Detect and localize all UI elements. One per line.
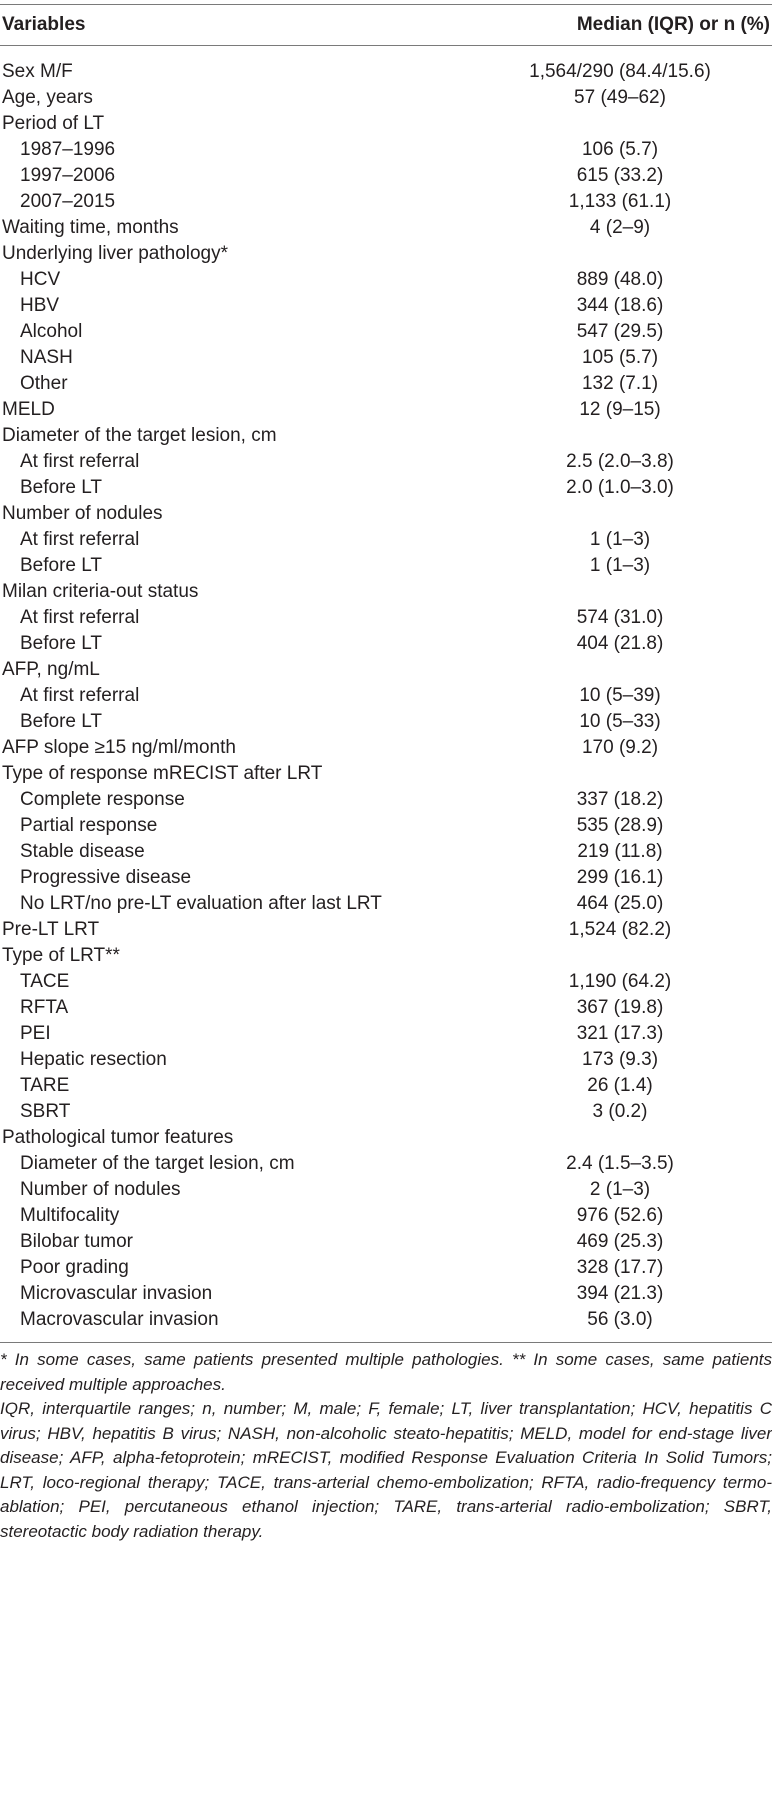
row-label: AFP, ng/mL bbox=[2, 659, 100, 680]
row-value: 367 (19.8) bbox=[576, 997, 664, 1018]
row-label: Pathological tumor features bbox=[2, 1127, 234, 1148]
row-label: Poor grading bbox=[20, 1257, 129, 1278]
table-row bbox=[0, 631, 772, 657]
table-row bbox=[0, 735, 772, 761]
table-row bbox=[0, 995, 772, 1021]
row-label: Stable disease bbox=[20, 841, 145, 862]
table-row bbox=[0, 267, 772, 293]
table-row bbox=[0, 1255, 772, 1281]
table-row bbox=[0, 865, 772, 891]
row-value: 889 (48.0) bbox=[576, 269, 664, 290]
footnote-abbreviations: IQR, interquartile ranges; n, number; M, male; F, female; LT, liver transplantation; HCV, hepatitis C virus; HBV, hepatitis B virus; NASH, non-alcoholic steato-hepatitis; MELD, model for end-stage liver disease; AFP, alpha-fetoprotein; mRECIST, modified Response Evaluation Criteria In Solid Tumors; LRT, loco-regional therapy; TACE, trans-arterial chemo-embolization; RFTA, radio-frequency termo-ablation; PEI, percutaneous ethanol injection; TARE, trans-arterial radio-embolization; SBRT, stereotactic body radiation therapy. bbox=[0, 1399, 772, 1541]
row-label: At first referral bbox=[20, 529, 140, 550]
row-label: Bilobar tumor bbox=[20, 1231, 133, 1252]
table-row bbox=[0, 1151, 772, 1177]
row-value: 3 (0.2) bbox=[592, 1101, 648, 1122]
row-value: 173 (9.3) bbox=[581, 1049, 659, 1070]
bottom-rule bbox=[0, 1342, 772, 1343]
row-label: HBV bbox=[20, 295, 60, 316]
row-value: 535 (28.9) bbox=[576, 815, 664, 836]
table-row bbox=[0, 241, 772, 267]
row-value: 976 (52.6) bbox=[576, 1205, 664, 1226]
table-row bbox=[0, 579, 772, 605]
row-label: SBRT bbox=[20, 1101, 71, 1122]
table-row bbox=[0, 1125, 772, 1151]
row-label: Period of LT bbox=[2, 113, 105, 134]
row-label: Before LT bbox=[20, 711, 103, 732]
table-row bbox=[0, 293, 772, 319]
row-value: 170 (9.2) bbox=[581, 737, 659, 758]
table-row bbox=[0, 449, 772, 475]
table-row bbox=[0, 1099, 772, 1125]
footnote-markers: * In some cases, same patients presented multiple pathologies. ** In some cases, same patients received multiple approaches. bbox=[0, 1350, 772, 1394]
table-footnotes bbox=[0, 1348, 772, 1544]
table-row bbox=[0, 59, 772, 85]
row-value: 1 (1–3) bbox=[589, 555, 651, 576]
table-row bbox=[0, 423, 772, 449]
row-label: Multifocality bbox=[20, 1205, 120, 1226]
row-value: 12 (9–15) bbox=[579, 399, 661, 420]
row-label: HCV bbox=[20, 269, 61, 290]
table-row bbox=[0, 1177, 772, 1203]
row-label: Number of nodules bbox=[2, 503, 163, 524]
row-value: 337 (18.2) bbox=[576, 789, 664, 810]
table-row bbox=[0, 501, 772, 527]
table-row bbox=[0, 85, 772, 111]
table-row bbox=[0, 605, 772, 631]
row-label: TACE bbox=[20, 971, 70, 992]
row-label: Alcohol bbox=[20, 321, 83, 342]
row-label: Number of nodules bbox=[20, 1179, 181, 1200]
table-row bbox=[0, 1281, 772, 1307]
table-row bbox=[0, 839, 772, 865]
table-row bbox=[0, 813, 772, 839]
row-label: 2007–2015 bbox=[20, 191, 116, 212]
row-value: 404 (21.8) bbox=[576, 633, 664, 654]
table-row bbox=[0, 943, 772, 969]
row-label: MELD bbox=[2, 399, 55, 420]
row-value: 1,190 (64.2) bbox=[568, 971, 672, 992]
row-label: At first referral bbox=[20, 451, 140, 472]
table-row bbox=[0, 163, 772, 189]
row-label: NASH bbox=[20, 347, 73, 368]
table-row bbox=[0, 761, 772, 787]
table-row bbox=[0, 1307, 772, 1333]
table-row bbox=[0, 917, 772, 943]
row-value: 328 (17.7) bbox=[576, 1257, 664, 1278]
row-value: 4 (2–9) bbox=[589, 217, 651, 238]
row-value: 2.0 (1.0–3.0) bbox=[566, 477, 674, 498]
row-label: Complete response bbox=[20, 789, 185, 810]
row-value: 2 (1–3) bbox=[589, 1179, 651, 1200]
row-value: 2.4 (1.5–3.5) bbox=[566, 1153, 674, 1174]
table-row bbox=[0, 527, 772, 553]
row-label: At first referral bbox=[20, 607, 140, 628]
row-label: Pre-LT LRT bbox=[2, 919, 100, 940]
row-label: 1997–2006 bbox=[20, 165, 116, 186]
row-label: Diameter of the target lesion, cm bbox=[20, 1153, 295, 1174]
table-row bbox=[0, 1229, 772, 1255]
header-rule bbox=[0, 45, 772, 46]
row-label: Other bbox=[20, 373, 68, 394]
table-row bbox=[0, 1203, 772, 1229]
row-value: 574 (31.0) bbox=[576, 607, 664, 628]
row-label: Macrovascular invasion bbox=[20, 1309, 219, 1330]
row-value: 469 (25.3) bbox=[576, 1231, 664, 1252]
row-label: Before LT bbox=[20, 477, 103, 498]
row-label: Progressive disease bbox=[20, 867, 192, 888]
row-value: 132 (7.1) bbox=[581, 373, 659, 394]
row-label: PEI bbox=[20, 1023, 51, 1044]
row-value: 10 (5–39) bbox=[579, 685, 661, 706]
table-row bbox=[0, 189, 772, 215]
table-row bbox=[0, 1073, 772, 1099]
row-value: 219 (11.8) bbox=[577, 841, 663, 862]
row-value: 464 (25.0) bbox=[576, 893, 664, 914]
row-value: 394 (21.3) bbox=[576, 1283, 664, 1304]
row-value: 615 (33.2) bbox=[576, 165, 664, 186]
table-row bbox=[0, 1021, 772, 1047]
table-row bbox=[0, 475, 772, 501]
row-label: Microvascular invasion bbox=[20, 1283, 213, 1304]
row-label: Type of LRT** bbox=[2, 945, 120, 966]
table-row bbox=[0, 683, 772, 709]
row-value: 299 (16.1) bbox=[576, 867, 664, 888]
table-row bbox=[0, 553, 772, 579]
row-value: 57 (49–62) bbox=[574, 87, 666, 108]
row-label: Type of response mRECIST after LRT bbox=[2, 763, 323, 784]
table-row bbox=[0, 371, 772, 397]
row-value: 10 (5–33) bbox=[579, 711, 661, 732]
row-value: 1 (1–3) bbox=[589, 529, 651, 550]
row-label: At first referral bbox=[20, 685, 140, 706]
row-value: 321 (17.3) bbox=[576, 1023, 664, 1044]
table-row bbox=[0, 657, 772, 683]
row-label: Waiting time, months bbox=[2, 217, 179, 238]
row-value: 1,524 (82.2) bbox=[568, 919, 672, 940]
table-row bbox=[0, 969, 772, 995]
table-row bbox=[0, 397, 772, 423]
row-value: 1,564/290 (84.4/15.6) bbox=[529, 61, 711, 82]
table-row bbox=[0, 111, 772, 137]
row-value: 547 (29.5) bbox=[576, 321, 664, 342]
row-label: No LRT/no pre-LT evaluation after last LRT bbox=[20, 893, 382, 914]
table-row bbox=[0, 1047, 772, 1073]
row-label: TARE bbox=[20, 1075, 70, 1096]
row-label: Diameter of the target lesion, cm bbox=[2, 425, 277, 446]
row-value: 56 (3.0) bbox=[587, 1309, 653, 1330]
table-row bbox=[0, 709, 772, 735]
row-label: RFTA bbox=[20, 997, 69, 1018]
row-label: Sex M/F bbox=[2, 61, 73, 82]
row-value: 344 (18.6) bbox=[576, 295, 664, 316]
table-row bbox=[0, 345, 772, 371]
row-label: Partial response bbox=[20, 815, 158, 836]
row-label: Before LT bbox=[20, 633, 103, 654]
table-row bbox=[0, 137, 772, 163]
row-value: 105 (5.7) bbox=[581, 347, 659, 368]
row-value: 1,133 (61.1) bbox=[568, 191, 672, 212]
table-row bbox=[0, 787, 772, 813]
row-label: Hepatic resection bbox=[20, 1049, 167, 1070]
table-row bbox=[0, 215, 772, 241]
row-label: Milan criteria-out status bbox=[2, 581, 199, 602]
row-label: Age, years bbox=[2, 87, 93, 108]
row-value: 2.5 (2.0–3.8) bbox=[566, 451, 674, 472]
row-label: Underlying liver pathology* bbox=[2, 243, 229, 264]
row-value: 106 (5.7) bbox=[581, 139, 659, 160]
table-row bbox=[0, 891, 772, 917]
row-label: 1987–1996 bbox=[20, 139, 116, 160]
row-label: Before LT bbox=[20, 555, 103, 576]
top-rule bbox=[0, 4, 772, 5]
row-label: AFP slope ≥15 ng/ml/month bbox=[2, 737, 236, 758]
table-row bbox=[0, 319, 772, 345]
row-value: 26 (1.4) bbox=[587, 1075, 653, 1096]
header-variables: Variables bbox=[2, 14, 86, 35]
header-value: Median (IQR) or n (%) bbox=[576, 14, 770, 35]
